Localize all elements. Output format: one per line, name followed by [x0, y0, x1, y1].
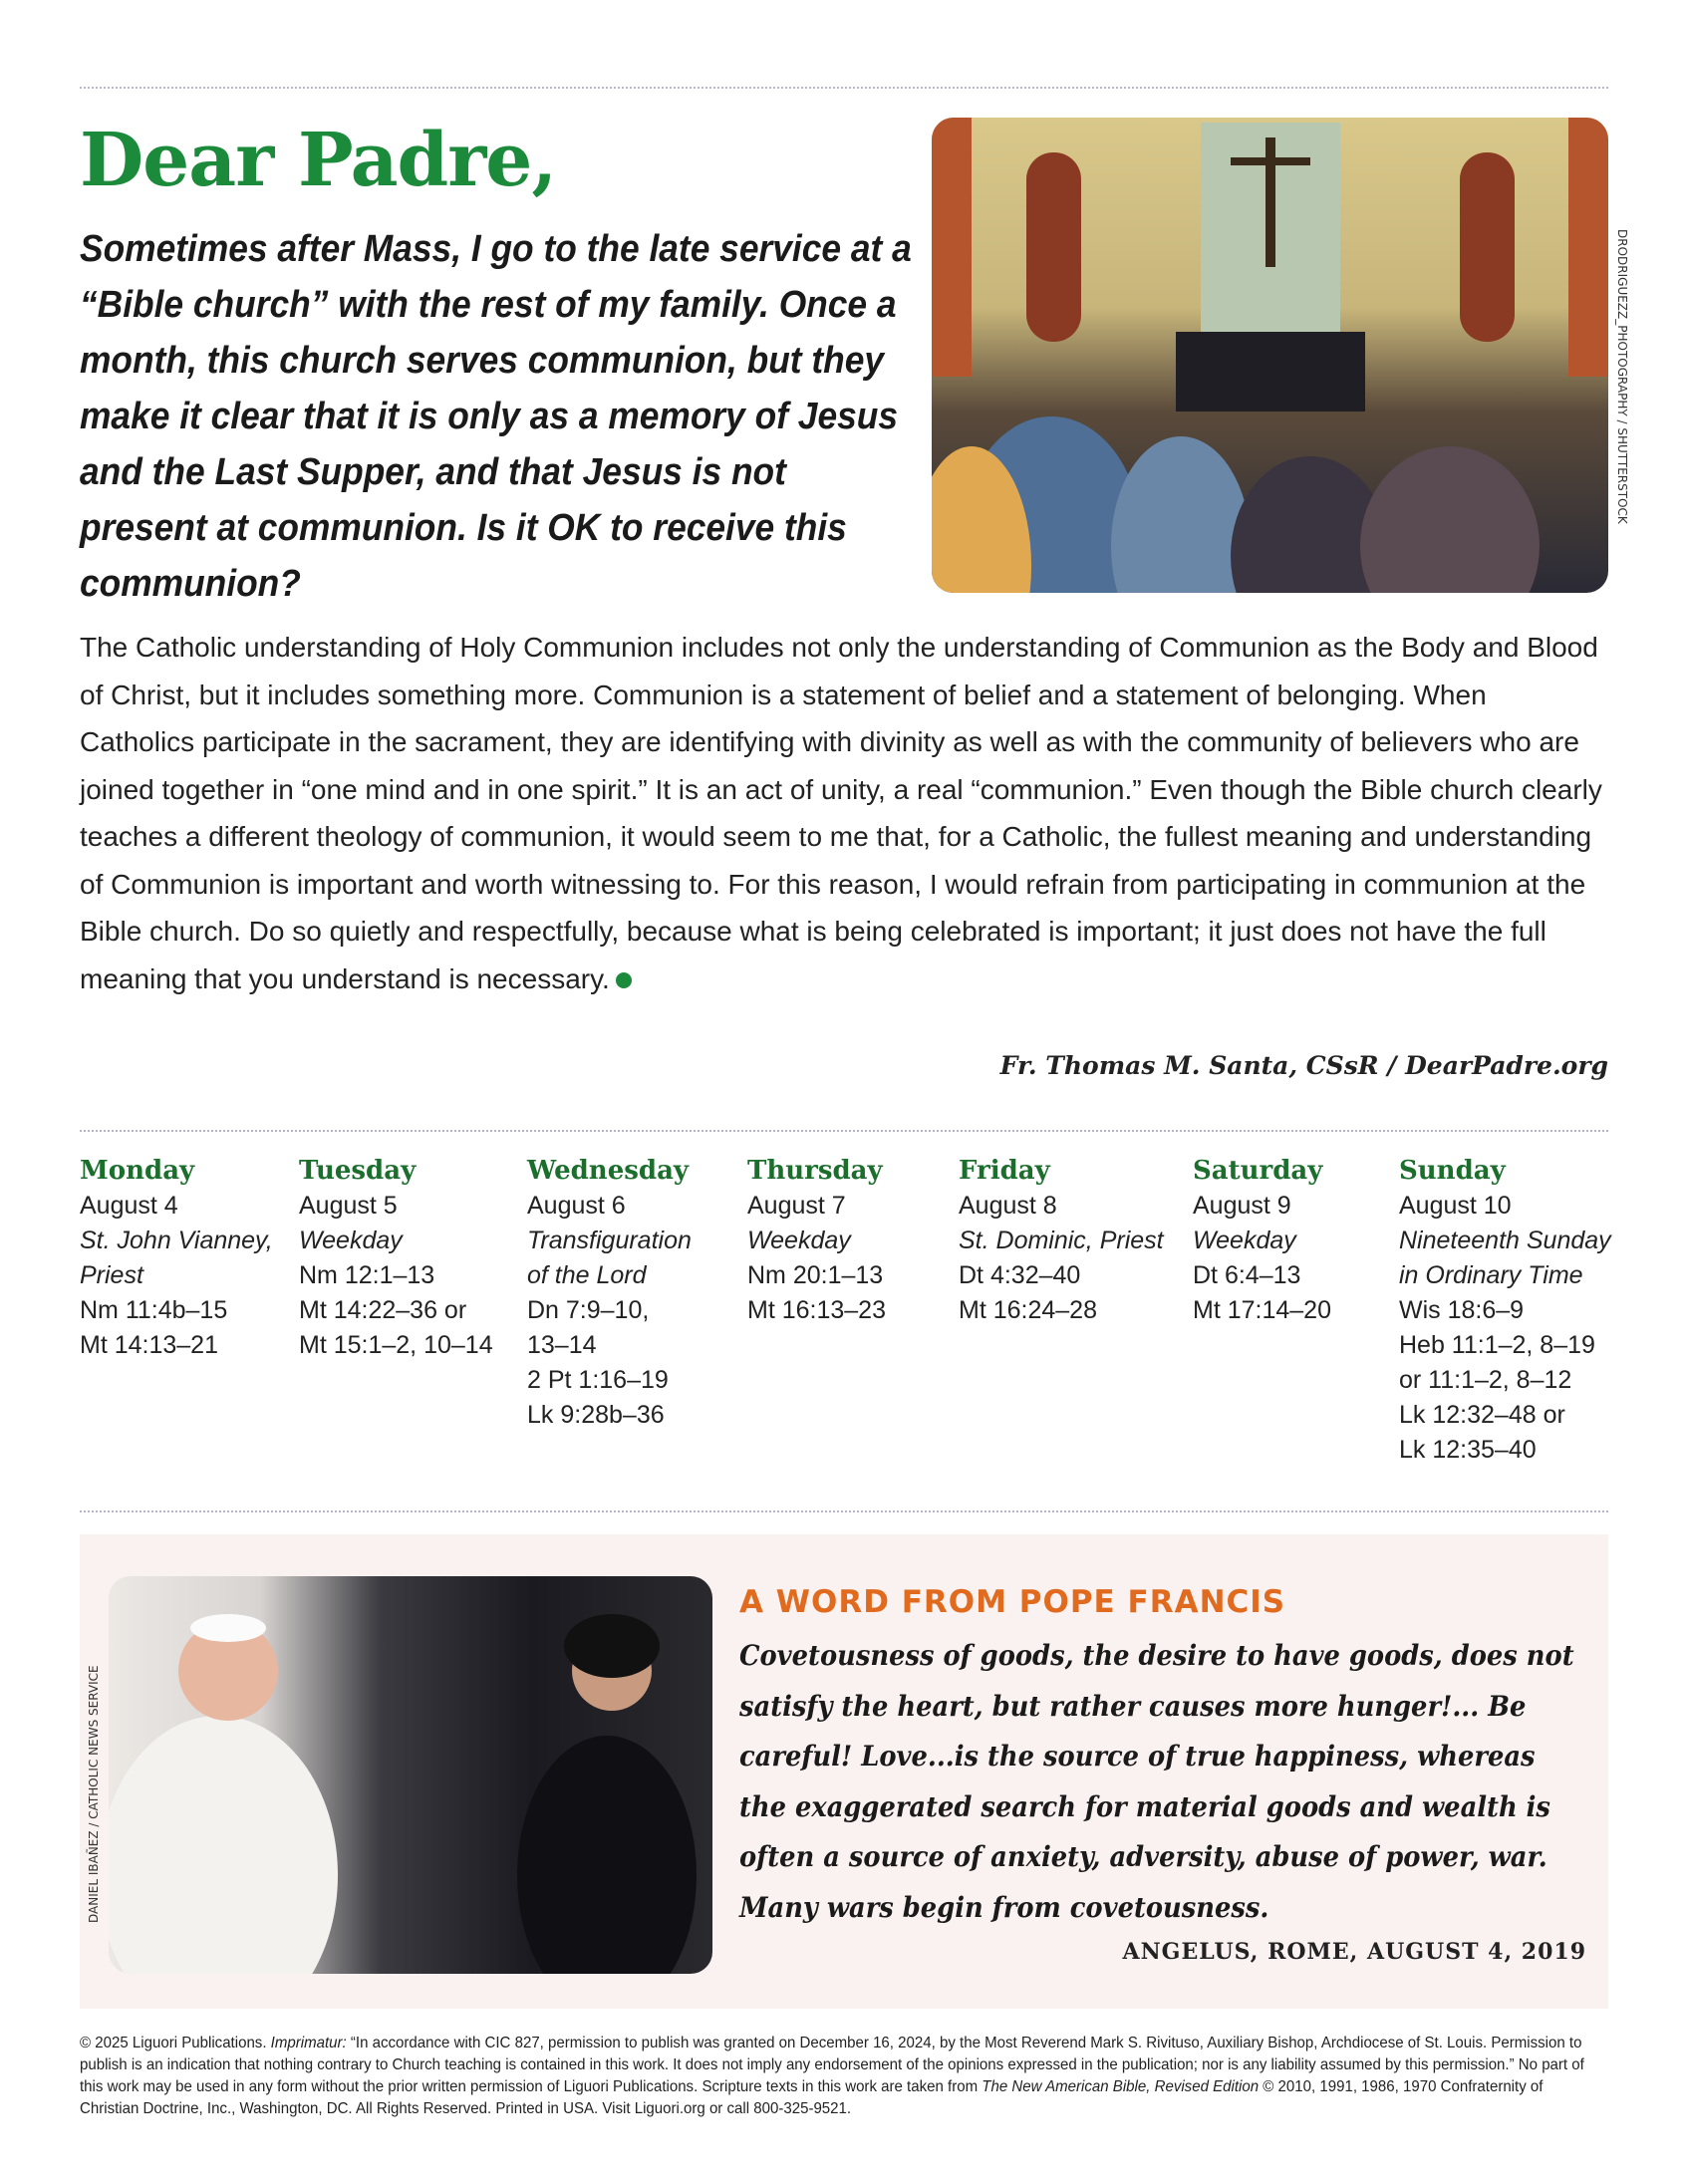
pope-photo-credit: DANIEL IBAÑEZ / CATHOLIC NEWS SERVICE [87, 1665, 101, 1923]
quote-attribution: ANGELUS, ROME, AUGUST 4, 2019 [1122, 1939, 1586, 1965]
footer-imprimatur-label: Imprimatur: [270, 2035, 347, 2051]
feast-name: Transfiguration [527, 1227, 692, 1254]
feast-name: St. Dominic, Priest [959, 1227, 1164, 1254]
calendar-top-divider [80, 1130, 1608, 1132]
reading-citation: Dt 6:4–13 [1193, 1261, 1301, 1289]
pope-francis-photo [109, 1576, 712, 1974]
calendar-day-monday [80, 1154, 273, 1363]
page-title: Dear Padre, [80, 118, 557, 203]
end-mark-icon [616, 972, 632, 988]
answer-text [80, 624, 1608, 1002]
reading-citation: Mt 16:13–23 [747, 1296, 886, 1324]
day-date: August 6 [527, 1192, 626, 1220]
reading-citation: 13–14 [527, 1331, 597, 1359]
calendar-day-tuesday [299, 1154, 493, 1363]
reading-citation: Nm 20:1–13 [747, 1261, 884, 1289]
reading-citation: or 11:1–2, 8–12 [1399, 1366, 1572, 1394]
day-name: Sunday [1399, 1156, 1506, 1186]
reading-citation: Dt 4:32–40 [959, 1261, 1081, 1289]
feast-name: Weekday [747, 1227, 851, 1254]
footer-copyright: © 2025 Liguori Publications. [80, 2035, 271, 2051]
pope-quote: Covetousness of goods, the desire to have goods, does not satisfy the heart, but rather causes more hunger!... Be careful! Love...is the source of true happiness, whereas the exaggerated search for material goods and wealth is often a source of anxiety, adversity, abuse of power, war. Many wars begin from covetousness. [739, 1639, 1574, 1924]
top-divider [80, 87, 1608, 89]
day-date: August 4 [80, 1192, 178, 1220]
reading-citation: 2 Pt 1:16–19 [527, 1366, 669, 1394]
copyright-footer [80, 2033, 1597, 2120]
reading-citation: Nm 11:4b–15 [80, 1296, 228, 1324]
calendar-day-friday [959, 1154, 1164, 1328]
day-date: August 7 [747, 1192, 846, 1220]
feast-name: Nineteenth Sunday [1399, 1227, 1611, 1254]
footer-rights: © 2010, 1991, 1986, 1970 Confraternity of Christian Doctrine, Inc., Washington, DC. All Rights Reserved. Printed in USA. Visit Liguori.org or call 800-325-9521. [80, 2078, 1544, 2117]
day-name: Wednesday [527, 1156, 690, 1186]
reading-citation: Dn 7:9–10, [527, 1296, 650, 1324]
feast-name: in Ordinary Time [1399, 1261, 1583, 1289]
feast-name: Weekday [1193, 1227, 1296, 1254]
reading-citation: Wis 18:6–9 [1399, 1296, 1525, 1324]
reading-citation: Mt 14:22–36 or [299, 1296, 467, 1324]
day-name: Thursday [747, 1156, 883, 1186]
feast-name: Weekday [299, 1227, 403, 1254]
reading-citation: Lk 9:28b–36 [527, 1401, 665, 1429]
reading-citation: Mt 16:24–28 [959, 1296, 1097, 1324]
church-photo-credit: DRODRIGUEZZ_PHOTOGRAPHY / SHUTTERSTOCK [1615, 229, 1629, 524]
pope-section-heading: A WORD FROM POPE FRANCIS [739, 1584, 1286, 1620]
reading-citation: Heb 11:1–2, 8–19 [1399, 1331, 1595, 1359]
footer-imprimatur-text: “In accordance with CIC 827, permission to publish was granted on December 16, 2024, by the Most Reverend Mark S. Rivituso, Auxiliary Bishop, Archdiocese of St. Louis. Permission to publish is an indication that nothing contrary to Church teaching is contained in this work. It does not imply any endorsement of the opinions expressed in the publication; nor is any liability assumed by this permission.” No part of this work may be used in any form without the prior written permission of Liguori Publications. Scripture texts in this work are taken from [80, 2035, 1584, 2095]
reading-citation: Mt 15:1–2, 10–14 [299, 1331, 493, 1359]
day-date: August 8 [959, 1192, 1057, 1220]
feast-name: Priest [80, 1261, 143, 1289]
reader-question: Sometimes after Mass, I go to the late service at a “Bible church” with the rest of my family. Once a month, this church serves communion, but they make it clear that it is only as a memory of Jesus and the Last Supper, and that Jesus is not present at communion. Is it OK to receive this communion? [80, 228, 912, 605]
calendar-bottom-divider [80, 1510, 1608, 1512]
calendar-day-saturday [1193, 1154, 1331, 1328]
feast-name: of the Lord [527, 1261, 647, 1289]
day-name: Friday [959, 1156, 1050, 1186]
reading-citation: Lk 12:32–48 or [1399, 1401, 1565, 1429]
reading-citation: Lk 12:35–40 [1399, 1436, 1537, 1464]
author-signature: Fr. Thomas M. Santa, CSsR / DearPadre.org [999, 1051, 1608, 1080]
reading-citation: Mt 17:14–20 [1193, 1296, 1331, 1324]
feast-name: St. John Vianney, [80, 1227, 273, 1254]
day-date: August 9 [1193, 1192, 1291, 1220]
reading-citation: Nm 12:1–13 [299, 1261, 435, 1289]
calendar-day-wednesday [527, 1154, 692, 1433]
day-date: August 5 [299, 1192, 398, 1220]
church-communion-photo [932, 118, 1608, 593]
day-name: Saturday [1193, 1156, 1323, 1186]
footer-bible-title: The New American Bible, Revised Edition [982, 2078, 1260, 2095]
day-date: August 10 [1399, 1192, 1512, 1220]
reading-citation: Mt 14:13–21 [80, 1331, 218, 1359]
calendar-day-sunday [1399, 1154, 1611, 1468]
day-name: Monday [80, 1156, 195, 1186]
answer-paragraph: The Catholic understanding of Holy Communion includes not only the understanding of Communion as the Body and Blood of Christ, but it includes something more. Communion is a statement of belief and a statement of belonging. When Catholics participate in the sacrament, they are identifying with divinity as well as with the community of believers who are joined together in “one mind and in one spirit.” It is an act of unity, a real “communion.” Even though the Bible church clearly teaches a different theology of communion, it would seem to me that, for a Catholic, the fullest meaning and understanding of Communion is important and worth witnessing to. For this reason, I would refrain from participating in communion at the Bible church. Do so quietly and respectfully, because what is being celebrated is important; it just does not have the full meaning that you understand is necessary. [80, 632, 1602, 994]
day-name: Tuesday [299, 1156, 417, 1186]
calendar-day-thursday [747, 1154, 886, 1328]
